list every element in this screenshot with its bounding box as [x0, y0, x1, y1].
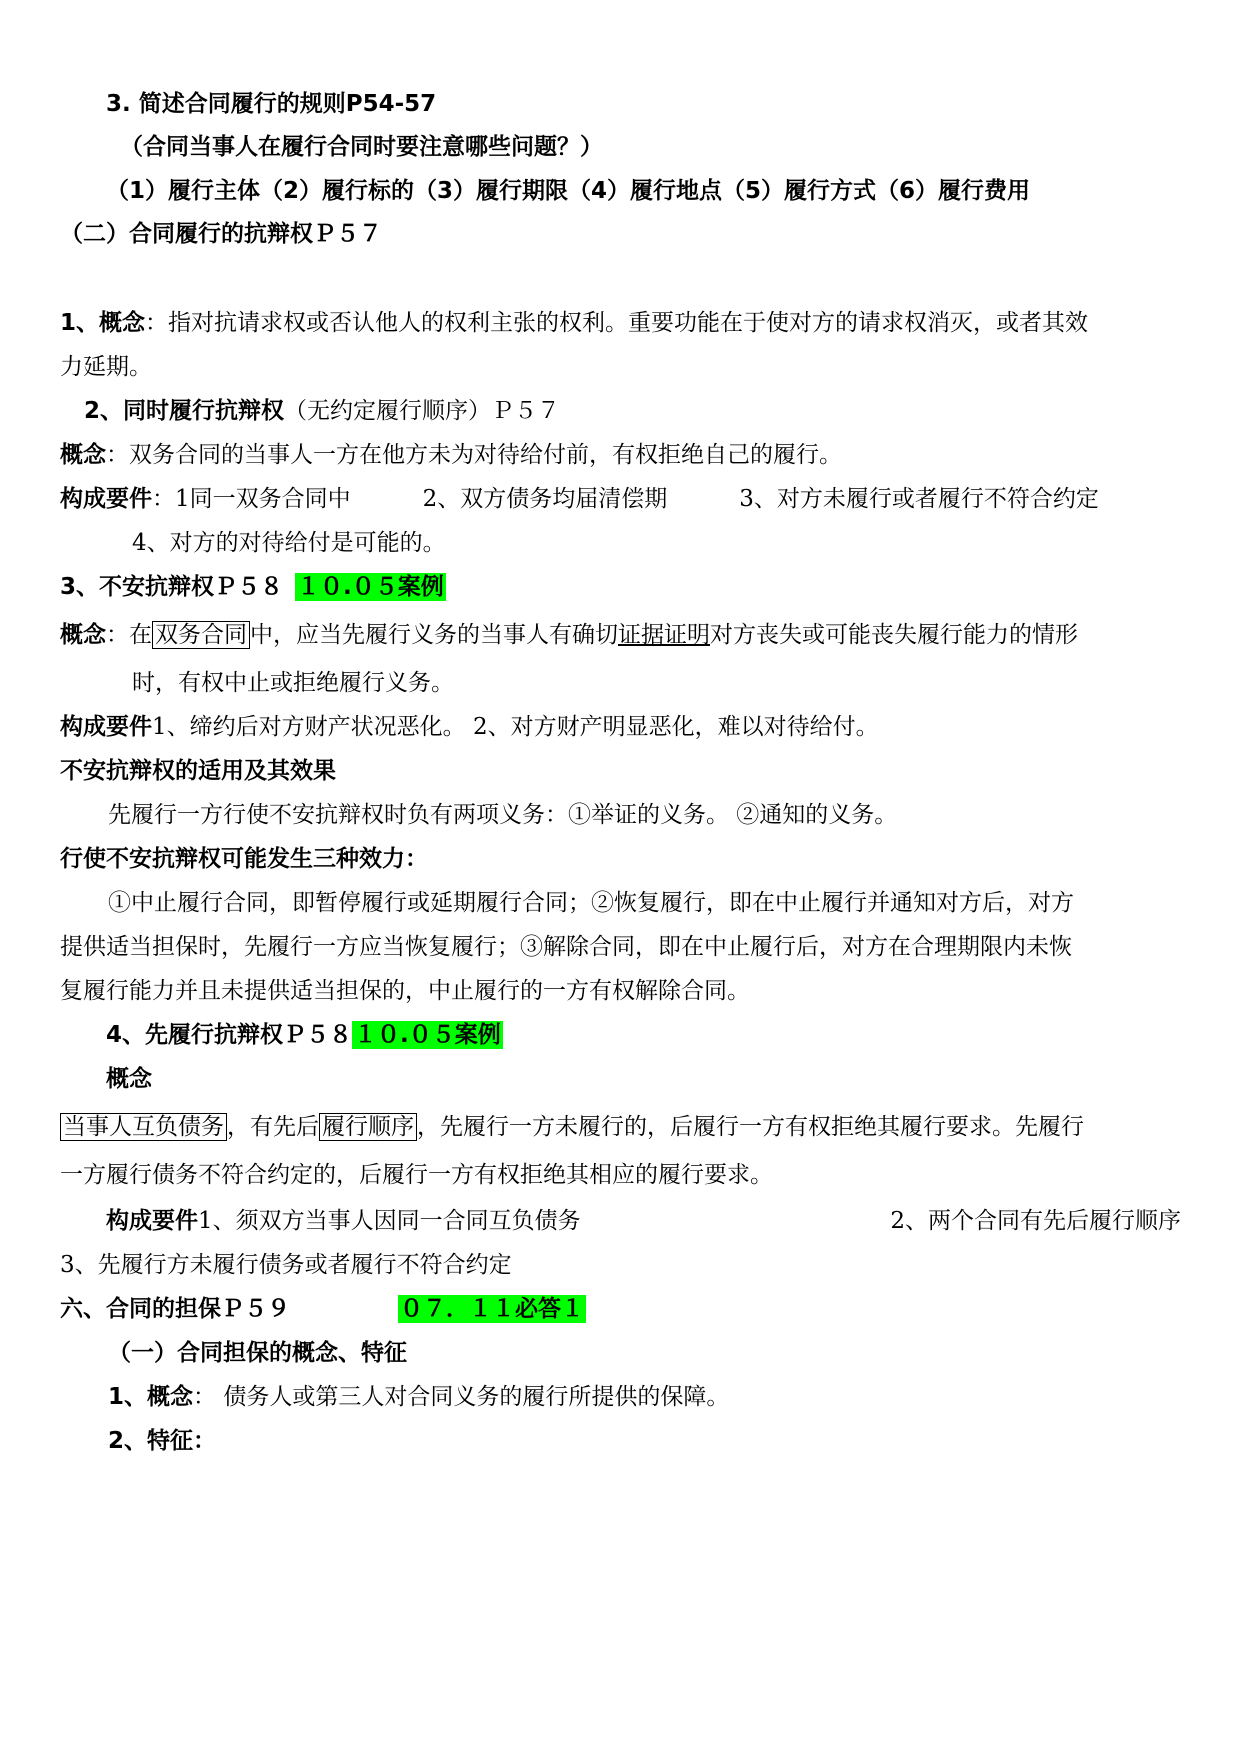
element-b: 2、双方债务均届清偿期 — [422, 486, 668, 512]
underlined-term: 证据证明 — [618, 622, 710, 648]
boxed-term: 双务合同 — [152, 621, 250, 649]
text: ：双务合同的当事人一方在他方未为对待给付前，有权拒绝自己的履行。 — [106, 442, 842, 468]
section-defense-right: （二）合同履行的抗辩权Ｐ５７ — [60, 221, 382, 247]
line-insecurity-concept-cont: 时，有权中止或拒绝履行义务。 — [132, 670, 454, 696]
label: 2、同时履行抗辩权 — [84, 398, 285, 424]
line-concept-1-cont: 力延期。 — [60, 354, 152, 380]
line-effects-3: 复履行能力并且未提供适当担保的，中止履行的一方有权解除合同。 — [60, 978, 750, 1004]
element-a: ：1同一双务合同中 — [152, 486, 351, 512]
highlight-tag: ０７．１１必答１ — [400, 1296, 584, 1322]
text: （无约定履行顺序）Ｐ５７ — [284, 398, 561, 424]
line-prior-concept-title: 概念 — [106, 1066, 152, 1092]
label: 构成要件 — [106, 1208, 198, 1234]
line-insecurity-elements — [60, 712, 1181, 742]
line-simultaneous-elements — [60, 484, 1181, 514]
label: 构成要件 — [60, 714, 152, 740]
line-rules-question: （合同当事人在履行合同时要注意哪些问题？） — [120, 134, 603, 160]
label: 1、概念 — [108, 1384, 194, 1410]
t2: ，先履行一方未履行的，后履行一方有权拒绝其履行要求。先履行 — [417, 1114, 1084, 1140]
element-c: 3、对方未履行或者履行不符合约定 — [739, 486, 1099, 512]
label: 六、合同的担保Ｐ５９ — [60, 1296, 290, 1322]
line-simultaneous — [84, 396, 1181, 426]
line-prior-element-3: 3、先履行方未履行债务或者履行不符合约定 — [60, 1252, 512, 1278]
section-guarantee — [60, 1294, 1181, 1324]
text: 1、缔约后对方财产状况恶化。 2、对方财产明显恶化，难以对待给付。 — [152, 714, 879, 740]
line-rules-title: 3. 简述合同履行的规则P54-57 — [106, 91, 437, 117]
line-prior-concept — [60, 1112, 1181, 1142]
line-guarantee-concept — [108, 1382, 1181, 1412]
highlight-tag: １０.０５案例 — [354, 1022, 501, 1048]
element-b: 2、两个合同有先后履行顺序 — [890, 1208, 1181, 1234]
t1: ：在 — [106, 622, 152, 648]
label: 4、先履行抗辩权Ｐ５８ — [106, 1022, 353, 1048]
line-insecurity-effect-title: 不安抗辩权的适用及其效果 — [60, 758, 336, 784]
line-prior-performance — [106, 1020, 1181, 1050]
text: ：指对抗请求权或否认他人的权利主张的权利。重要功能在于使对方的请求权消灭，或者其效 — [145, 310, 1089, 336]
line-prior-elements — [106, 1206, 1181, 1236]
label: 1、概念 — [60, 310, 146, 336]
line-guarantee-features: 2、特征： — [108, 1428, 217, 1454]
line-guarantee-subtitle: （一）合同担保的概念、特征 — [108, 1340, 407, 1366]
line-insecurity-three-effects: 行使不安抗辩权可能发生三种效力： — [60, 846, 428, 872]
label: 3、不安抗辩权Ｐ５８ — [60, 574, 284, 600]
element-a: 1、须双方当事人因同一合同互负债务 — [198, 1208, 581, 1234]
line-effects-2: 提供适当担保时，先履行一方应当恢复履行；③解除合同，即在中止履行后，对方在合理期限内未恢 — [60, 934, 1072, 960]
line-rules-list: （1）履行主体（2）履行标的（3）履行期限（4）履行地点（5）履行方式（6）履行费用 — [106, 178, 1031, 204]
label: 构成要件 — [60, 486, 152, 512]
line-prior-concept-cont: 一方履行债务不符合约定的，后履行一方有权拒绝其相应的履行要求。 — [60, 1162, 773, 1188]
label: 概念 — [60, 622, 106, 648]
boxed-term-2: 履行顺序 — [319, 1113, 417, 1141]
t1: ，有先后 — [227, 1114, 319, 1140]
boxed-term-1: 当事人互负债务 — [60, 1113, 227, 1141]
line-effects-1: ①中止履行合同，即暂停履行或延期履行合同；②恢复履行，即在中止履行并通知对方后，对方 — [108, 890, 1074, 916]
t2: 中，应当先履行义务的当事人有确切 — [250, 622, 618, 648]
t3: 对方丧失或可能丧失履行能力的情形 — [710, 622, 1078, 648]
line-insecurity-duties: 先履行一方行使不安抗辩权时负有两项义务：①举证的义务。 ②通知的义务。 — [108, 802, 898, 828]
line-concept-1 — [60, 308, 1181, 338]
line-simultaneous-element-4: 4、对方的对待给付是可能的。 — [132, 530, 446, 556]
line-insecurity-concept — [60, 620, 1181, 650]
line-insecurity — [60, 572, 1181, 602]
highlight-tag: １０.０５案例 — [297, 574, 444, 600]
label: 概念 — [60, 442, 106, 468]
line-simultaneous-concept — [60, 440, 1181, 470]
text: ： 债务人或第三人对合同义务的履行所提供的保障。 — [193, 1384, 730, 1410]
